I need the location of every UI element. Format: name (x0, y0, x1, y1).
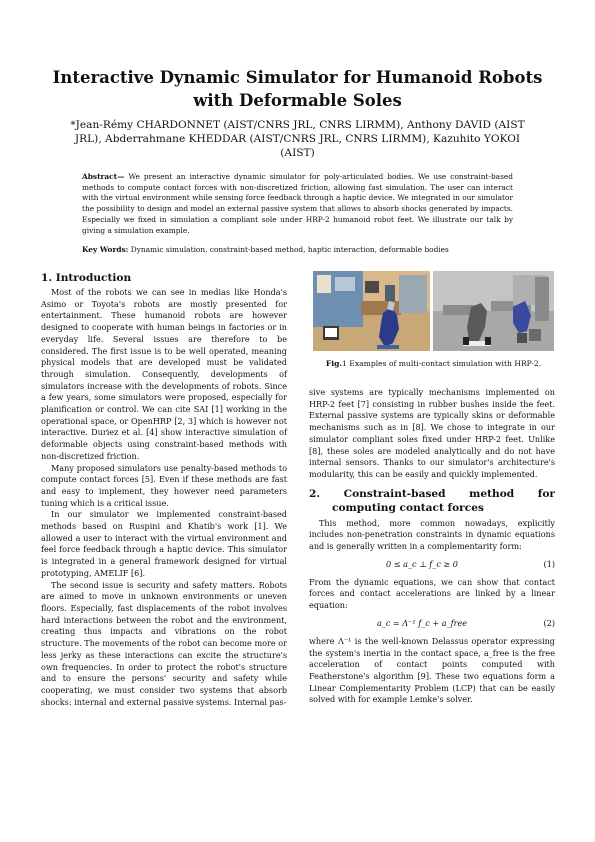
paragraph: The second issue is security and safety matters. Robots are aimed to move in unknown environments or uneven floors. Especially, fast displacements of the robot involves hard interactions between the robot and the environment, creating thus impacts and vibrations on the robot structure. The movements of the robot can become more or less jerky as these interactions can excite the structure's own frequencies. In order to protect the robot's structure and to ensure the persons' security and safety while cooperating, we must consider two systems that absorb shocks: internal and external passive systems. Internal pas- (41, 579, 287, 707)
title-line-1: Interactive Dynamic Simulator for Humanoid Robots (52, 68, 543, 87)
paragraph: sive systems are typically mechanisms implemented on HRP-2 feet [7] consisting in rubber bushes inside the feet. External passive systems are typically skins or deformable mechanisms such as in [8]. We chose to integrate in our simulator compliant soles fixed under HRP-2 feet. Unlike [8], these soles are modeled analytically and do not have internal sensors. Thanks to our simulator's architecture's modularity, this can be easily and quickly implemented. (309, 387, 555, 479)
keywords-text: Dynamic simulation, constraint-based method, haptic interaction, deformable bodies (128, 245, 449, 254)
simulation-screenshots (313, 271, 554, 351)
author-list (55, 118, 540, 160)
keywords-label: Key Words: (82, 245, 129, 254)
figure-caption-text: 1 Examples of multi-contact simulation with HRP-2. (342, 359, 542, 368)
keywords (82, 245, 513, 256)
authors-line-1: *Jean-Rémy CHARDONNET (AIST/CNRS JRL, CNRS LIRMM), Anthony DAVID (AIST (70, 119, 525, 131)
section-2-heading: 2. Constraint-based method for computing contact forces (309, 487, 555, 514)
equation-1 (309, 553, 555, 577)
figure-label: Fig. (325, 359, 343, 368)
right-column (309, 387, 555, 706)
title-line-2: with Deformable Soles (193, 91, 402, 110)
abstract-text: We present an interactive dynamic simulator for poly-articulated bodies. We use constraint-based methods to compute contact forces with non-discretized friction, allowing fast simulation. The user can interact with the virtual environment while sensing force feedback through a haptic device. We integrated in our simulator the possibility to design and model an external passive system that allows to absorb shocks generated by impacts. Especially we fixed in simulation a compliant sole under HRP-2 humanoid robot feet. We illustrate our talk by giving a simulation example. (82, 172, 513, 235)
paper-title (40, 66, 555, 112)
paragraph: Most of the robots we can see in medias like Honda's Asimo or Toyota's robots are mostly presented for entertainment. These humanoid robots are however designed to cooperate with human beings in factories or in everyday life. Several issues are therefore to be considered. The first issue is to be well operated, meaning physical models that are developed must be validated through simulation. Consequently, developments of simulators increase with the developments of robots. Since a few years, some simulators were proposed, especially for planification or control. We can cite SAI [1] working in the operational space, or OpenHRP [2, 3] which is however not interactive. Duriez et al. [4] show interactive simulation of deformable objects using constraint-based methods with non-discretized friction. (41, 287, 287, 461)
left-column (41, 271, 287, 708)
figure-caption (313, 359, 554, 368)
abstract (82, 172, 513, 236)
paragraph: where Λ⁻¹ is the well-known Delassus operator expressing the system's inertia in the contact space, a_free is the free acceleration of contact points computed with Featherstone's algorithm [9]. These two equations form a Linear Complementarity Problem (LCP) that can be easily solved with for example Lemke's solver. (309, 635, 555, 705)
equation-2 (309, 612, 555, 636)
figure-simulation-examples (313, 271, 554, 351)
equation-2-number: (2) (543, 617, 555, 628)
equation-1-number: (1) (543, 558, 555, 569)
abstract-label: Abstract— (82, 172, 125, 181)
paragraph: In our simulator we implemented constraint-based methods based on Ruspini and Khatib's work [1]. We allowed a user to interact with the virtual environment and feel force feedback through a haptic device. This simulator is integrated in a general framework designed for virtual prototyping, AMELIF [6]. (41, 509, 287, 578)
paragraph: From the dynamic equations, we can show that contact forces and contact accelerations are linked by a linear equation: (309, 576, 555, 611)
equation-1-body: 0 ≤ a_c ⊥ f_c ≥ 0 (386, 558, 458, 569)
equation-2-body: a_c = Λ⁻¹ f_c + a_free (376, 617, 468, 628)
paragraph: This method, more common nowadays, explicitly includes non-penetration constraints in dynamic equations and is generally written in a complementarity form: (309, 517, 555, 552)
section-1-heading: 1. Introduction (41, 272, 132, 284)
paragraph: Many proposed simulators use penalty-based methods to compute contact forces [5]. Even if these methods are fast and easy to implement, they however need parameters tuning which is a critical issue. (41, 462, 287, 508)
authors-line-2: JRL), Abderrahmane KHEDDAR (AIST/CNRS JRL, CNRS LIRMM), Kazuhito YOKOI (74, 133, 521, 145)
authors-line-3: (AIST) (280, 147, 315, 159)
